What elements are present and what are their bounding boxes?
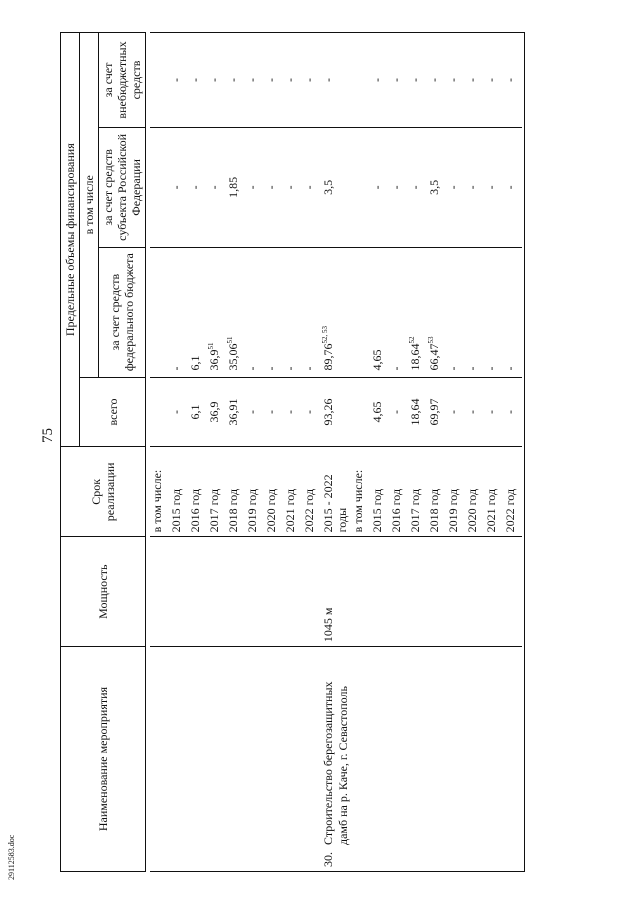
federal-cell bbox=[503, 247, 522, 377]
extrabudgetary-cell bbox=[264, 33, 283, 128]
table-row bbox=[283, 33, 302, 872]
table-row bbox=[427, 33, 446, 872]
total-cell bbox=[321, 377, 351, 447]
extrabudgetary-cell-value: - bbox=[169, 78, 183, 82]
term-cell bbox=[389, 447, 408, 537]
total-cell bbox=[264, 377, 283, 447]
header-extrabudgetary: за счет внебюджетных средств bbox=[99, 33, 146, 128]
table-row bbox=[465, 33, 484, 872]
header-name: Наименование мероприятия bbox=[61, 647, 146, 872]
page-number: 75 bbox=[40, 428, 56, 443]
subject-cell-value: 3,5 bbox=[321, 179, 335, 195]
total-cell-value: - bbox=[484, 409, 498, 414]
term-cell-value: 2022 год bbox=[503, 488, 517, 533]
header-capacity: Мощность bbox=[61, 537, 146, 647]
subject-cell bbox=[264, 127, 283, 247]
extrabudgetary-cell-value: - bbox=[484, 78, 498, 82]
federal-cell-value: 89,76 bbox=[321, 343, 335, 371]
federal-cell-footnote: 53 bbox=[427, 336, 435, 344]
total-cell bbox=[389, 377, 408, 447]
subject-cell bbox=[207, 127, 226, 247]
total-cell-value: - bbox=[465, 409, 479, 414]
capacity-cell-empty bbox=[283, 537, 302, 647]
extrabudgetary-cell bbox=[389, 33, 408, 128]
table-body bbox=[146, 33, 525, 872]
total-cell-value: 69,97 bbox=[427, 398, 441, 426]
capacity-cell-empty bbox=[484, 537, 503, 647]
name-cell-empty bbox=[245, 647, 264, 872]
subject-cell bbox=[283, 127, 302, 247]
subject-cell-value: - bbox=[188, 185, 202, 190]
capacity-cell-empty bbox=[503, 537, 522, 647]
total-cell bbox=[283, 377, 302, 447]
federal-cell-value: 35,06 bbox=[226, 343, 240, 371]
total-cell bbox=[446, 377, 465, 447]
total-cell-value: - bbox=[446, 409, 460, 414]
federal-cell-value: - bbox=[465, 366, 479, 371]
term-cell-value: 2019 год bbox=[446, 488, 460, 533]
subject-cell bbox=[484, 127, 503, 247]
federal-cell bbox=[370, 247, 389, 377]
name-cell-empty bbox=[351, 647, 370, 872]
term-cell bbox=[245, 447, 264, 537]
term-cell-value: 2017 год bbox=[408, 488, 422, 533]
table-row bbox=[245, 33, 264, 872]
subject-cell-value: - bbox=[302, 185, 316, 190]
table-row-item-30 bbox=[321, 33, 351, 872]
total-cell-value: - bbox=[264, 409, 278, 414]
name-cell-empty bbox=[446, 647, 465, 872]
federal-cell bbox=[169, 247, 188, 377]
table-row bbox=[370, 33, 389, 872]
subject-cell bbox=[503, 127, 522, 247]
federal-cell-value: 4,65 bbox=[370, 349, 384, 371]
total-cell-value: 36,91 bbox=[226, 398, 240, 426]
term-cell bbox=[169, 447, 188, 537]
extrabudgetary-cell bbox=[226, 33, 245, 128]
table-row bbox=[389, 33, 408, 872]
term-cell-value: 2018 год bbox=[226, 488, 240, 533]
rotated-table-block bbox=[60, 32, 580, 872]
extrabudgetary-cell bbox=[503, 33, 522, 128]
table-row bbox=[351, 33, 370, 872]
header-total: всего bbox=[80, 377, 146, 447]
name-cell-empty bbox=[465, 647, 484, 872]
federal-cell-value: 66,47 bbox=[427, 343, 441, 371]
item-name-cell bbox=[321, 647, 351, 872]
federal-cell bbox=[389, 247, 408, 377]
extrabudgetary-cell-value: - bbox=[465, 78, 479, 82]
table-row bbox=[207, 33, 226, 872]
federal-cell bbox=[321, 247, 351, 377]
header-federal: за счет средств федерального бюджета bbox=[99, 247, 146, 377]
extrabudgetary-cell-value: - bbox=[264, 78, 278, 82]
extrabudgetary-cell bbox=[283, 33, 302, 128]
total-cell-value: - bbox=[302, 409, 316, 414]
extrabudgetary-cell-value: - bbox=[503, 78, 517, 82]
federal-cell-value: - bbox=[446, 366, 460, 371]
term-cell bbox=[188, 447, 207, 537]
name-cell-empty bbox=[408, 647, 427, 872]
term-cell bbox=[302, 447, 321, 537]
federal-cell bbox=[465, 247, 484, 377]
term-cell bbox=[465, 447, 484, 537]
total-cell bbox=[245, 377, 264, 447]
term-cell bbox=[427, 447, 446, 537]
name-cell-empty bbox=[226, 647, 245, 872]
total-cell-value: 6,1 bbox=[188, 404, 202, 420]
table-row bbox=[169, 33, 188, 872]
subject-cell-value: - bbox=[264, 185, 278, 190]
capacity-cell bbox=[321, 537, 351, 647]
table-row bbox=[150, 33, 169, 872]
subject-cell bbox=[408, 127, 427, 247]
total-cell-value: - bbox=[389, 409, 403, 414]
federal-cell-value: - bbox=[245, 366, 259, 371]
table-row bbox=[188, 33, 207, 872]
term-cell bbox=[264, 447, 283, 537]
extrabudgetary-cell-value: - bbox=[302, 78, 316, 82]
capacity-cell-empty bbox=[370, 537, 389, 647]
header-financing-limits: Предельные объемы финансирования bbox=[61, 33, 80, 447]
extrabudgetary-cell bbox=[446, 33, 465, 128]
extrabudgetary-cell bbox=[302, 33, 321, 128]
federal-cell bbox=[226, 247, 245, 377]
subject-cell-value: - bbox=[408, 185, 422, 190]
name-cell-empty bbox=[188, 647, 207, 872]
extrabudgetary-cell-value: - bbox=[283, 78, 297, 82]
name-cell-empty bbox=[264, 647, 283, 872]
term-cell bbox=[283, 447, 302, 537]
total-cell bbox=[188, 377, 207, 447]
term-cell-value: 2020 год bbox=[264, 488, 278, 533]
federal-cell-value: 18,64 bbox=[408, 343, 422, 371]
term-cell-value: в том числе: bbox=[150, 469, 164, 533]
extrabudgetary-cell bbox=[169, 33, 188, 128]
term-cell-value: в том числе: bbox=[351, 469, 365, 533]
capacity-cell-empty bbox=[207, 537, 226, 647]
extrabudgetary-cell-value: - bbox=[321, 78, 335, 82]
extrabudgetary-cell bbox=[484, 33, 503, 128]
federal-cell bbox=[207, 247, 226, 377]
total-cell bbox=[207, 377, 226, 447]
federal-cell-value: - bbox=[389, 366, 403, 371]
capacity-cell-empty bbox=[150, 537, 169, 647]
subject-cell bbox=[150, 127, 169, 247]
extrabudgetary-cell-value: - bbox=[188, 78, 202, 82]
term-cell bbox=[150, 447, 169, 537]
federal-cell bbox=[283, 247, 302, 377]
federal-cell-value: - bbox=[484, 366, 498, 371]
federal-cell bbox=[245, 247, 264, 377]
subject-cell-value: 1,85 bbox=[226, 176, 240, 198]
subject-cell-value: - bbox=[169, 185, 183, 190]
term-cell-value: 2015 - 2022 годы bbox=[321, 474, 349, 533]
extrabudgetary-cell bbox=[321, 33, 351, 128]
name-cell-empty bbox=[207, 647, 226, 872]
capacity-cell-empty bbox=[389, 537, 408, 647]
name-cell-empty bbox=[503, 647, 522, 872]
extrabudgetary-cell-value: - bbox=[446, 78, 460, 82]
federal-cell-value: - bbox=[503, 366, 517, 371]
total-cell-value: 4,65 bbox=[370, 401, 384, 423]
subject-cell bbox=[370, 127, 389, 247]
item-number: 30. bbox=[321, 852, 335, 867]
capacity-cell-empty bbox=[264, 537, 283, 647]
footer-document-code: 29112583.doc bbox=[7, 834, 16, 880]
total-cell bbox=[351, 377, 370, 447]
term-cell bbox=[226, 447, 245, 537]
total-cell-value: - bbox=[245, 409, 259, 414]
capacity-cell-value: 1045 м bbox=[321, 607, 335, 643]
total-cell bbox=[226, 377, 245, 447]
extrabudgetary-cell-value: - bbox=[370, 78, 384, 82]
subject-cell-value: - bbox=[389, 185, 403, 190]
capacity-cell-empty bbox=[188, 537, 207, 647]
capacity-cell-empty bbox=[302, 537, 321, 647]
federal-cell-value: 6,1 bbox=[188, 355, 202, 371]
term-cell bbox=[321, 447, 351, 537]
name-cell-empty bbox=[150, 647, 169, 872]
federal-cell-value: - bbox=[264, 366, 278, 371]
capacity-cell-empty bbox=[351, 537, 370, 647]
federal-cell-footnote: 52 bbox=[408, 336, 416, 344]
term-cell-value: 2016 год bbox=[188, 488, 202, 533]
name-cell-empty bbox=[370, 647, 389, 872]
term-cell bbox=[484, 447, 503, 537]
extrabudgetary-cell bbox=[150, 33, 169, 128]
name-cell-empty bbox=[427, 647, 446, 872]
extrabudgetary-cell-value: - bbox=[389, 78, 403, 82]
extrabudgetary-cell-value: - bbox=[427, 78, 441, 82]
header-term: Срок реализации bbox=[61, 447, 146, 537]
total-cell-value: - bbox=[503, 409, 517, 414]
extrabudgetary-cell bbox=[465, 33, 484, 128]
subject-cell bbox=[351, 127, 370, 247]
subject-cell-value: - bbox=[484, 185, 498, 190]
total-cell bbox=[302, 377, 321, 447]
federal-cell-footnote: 51 bbox=[207, 342, 215, 350]
subject-cell bbox=[226, 127, 245, 247]
term-cell-value: 2020 год bbox=[465, 488, 479, 533]
total-cell bbox=[465, 377, 484, 447]
table-row bbox=[226, 33, 245, 872]
name-cell-empty bbox=[484, 647, 503, 872]
federal-cell-value: - bbox=[302, 366, 316, 371]
federal-cell bbox=[351, 247, 370, 377]
total-cell-value: 93,26 bbox=[321, 398, 335, 426]
federal-cell bbox=[446, 247, 465, 377]
name-cell-empty bbox=[283, 647, 302, 872]
name-cell-empty bbox=[389, 647, 408, 872]
term-cell bbox=[408, 447, 427, 537]
total-cell-value: 36,9 bbox=[207, 401, 221, 423]
capacity-cell-empty bbox=[446, 537, 465, 647]
subject-cell bbox=[321, 127, 351, 247]
subject-cell bbox=[169, 127, 188, 247]
extrabudgetary-cell-value: - bbox=[207, 78, 221, 82]
table-row bbox=[484, 33, 503, 872]
subject-cell-value: - bbox=[465, 185, 479, 190]
subject-cell bbox=[427, 127, 446, 247]
subject-cell-value: - bbox=[207, 185, 221, 190]
table-row bbox=[302, 33, 321, 872]
capacity-cell-empty bbox=[465, 537, 484, 647]
extrabudgetary-cell-value: - bbox=[408, 78, 422, 82]
name-cell-empty bbox=[169, 647, 188, 872]
federal-cell-value: 36,9 bbox=[207, 349, 221, 371]
federal-cell bbox=[264, 247, 283, 377]
total-cell bbox=[427, 377, 446, 447]
federal-cell bbox=[408, 247, 427, 377]
term-cell-value: 2021 год bbox=[283, 488, 297, 533]
total-cell bbox=[150, 377, 169, 447]
total-cell bbox=[370, 377, 389, 447]
subject-cell-value: - bbox=[370, 185, 384, 190]
term-cell-value: 2016 год bbox=[389, 488, 403, 533]
term-cell-value: 2018 год bbox=[427, 488, 441, 533]
term-cell bbox=[370, 447, 389, 537]
table-header bbox=[61, 33, 146, 872]
table-row bbox=[503, 33, 522, 872]
term-cell-value: 2017 год bbox=[207, 488, 221, 533]
federal-cell bbox=[427, 247, 446, 377]
extrabudgetary-cell-value: - bbox=[245, 78, 259, 82]
extrabudgetary-cell bbox=[370, 33, 389, 128]
capacity-cell-empty bbox=[245, 537, 264, 647]
table-row bbox=[264, 33, 283, 872]
subject-cell-value: 3,5 bbox=[427, 179, 441, 195]
total-cell-value: - bbox=[283, 409, 297, 414]
extrabudgetary-cell-value: - bbox=[226, 78, 240, 82]
capacity-cell-empty bbox=[427, 537, 446, 647]
federal-cell bbox=[484, 247, 503, 377]
extrabudgetary-cell bbox=[207, 33, 226, 128]
term-cell bbox=[207, 447, 226, 537]
subject-cell bbox=[302, 127, 321, 247]
extrabudgetary-cell bbox=[408, 33, 427, 128]
federal-cell bbox=[188, 247, 207, 377]
extrabudgetary-cell bbox=[427, 33, 446, 128]
term-cell-value: 2015 год bbox=[370, 488, 384, 533]
total-cell bbox=[503, 377, 522, 447]
subject-cell-value: - bbox=[503, 185, 517, 190]
federal-cell-value: - bbox=[283, 366, 297, 371]
federal-cell-value: - bbox=[169, 366, 183, 371]
capacity-cell-empty bbox=[408, 537, 427, 647]
term-cell-value: 2015 год bbox=[169, 488, 183, 533]
subject-cell bbox=[245, 127, 264, 247]
extrabudgetary-cell bbox=[188, 33, 207, 128]
federal-cell-footnote: 52, 53 bbox=[321, 326, 329, 344]
extrabudgetary-cell bbox=[351, 33, 370, 128]
total-cell bbox=[408, 377, 427, 447]
subject-cell-value: - bbox=[446, 185, 460, 190]
name-cell-empty bbox=[302, 647, 321, 872]
total-cell-value: 18,64 bbox=[408, 398, 422, 426]
term-cell-value: 2019 год bbox=[245, 488, 259, 533]
term-cell bbox=[351, 447, 370, 537]
subject-cell-value: - bbox=[283, 185, 297, 190]
subject-cell bbox=[188, 127, 207, 247]
subject-cell bbox=[446, 127, 465, 247]
total-cell bbox=[484, 377, 503, 447]
term-cell bbox=[446, 447, 465, 537]
total-cell-value: - bbox=[169, 409, 183, 414]
item-name: Строительство берегозащитных дамб на р. Каче, г. Севастополь bbox=[321, 681, 350, 845]
federal-cell bbox=[302, 247, 321, 377]
term-cell-value: 2021 год bbox=[484, 488, 498, 533]
capacity-cell-empty bbox=[169, 537, 188, 647]
term-cell bbox=[503, 447, 522, 537]
table-row bbox=[446, 33, 465, 872]
term-cell-value: 2022 год bbox=[302, 488, 316, 533]
subject-cell-value: - bbox=[245, 185, 259, 190]
header-including: в том числе bbox=[80, 33, 99, 378]
federal-cell bbox=[150, 247, 169, 377]
capacity-cell-empty bbox=[226, 537, 245, 647]
financing-table bbox=[60, 32, 525, 872]
table-row bbox=[408, 33, 427, 872]
federal-cell-footnote: 51 bbox=[226, 336, 234, 344]
subject-cell bbox=[389, 127, 408, 247]
extrabudgetary-cell bbox=[245, 33, 264, 128]
header-subject: за счет средств субъекта Российской Федерации bbox=[99, 127, 146, 247]
total-cell bbox=[169, 377, 188, 447]
subject-cell bbox=[465, 127, 484, 247]
